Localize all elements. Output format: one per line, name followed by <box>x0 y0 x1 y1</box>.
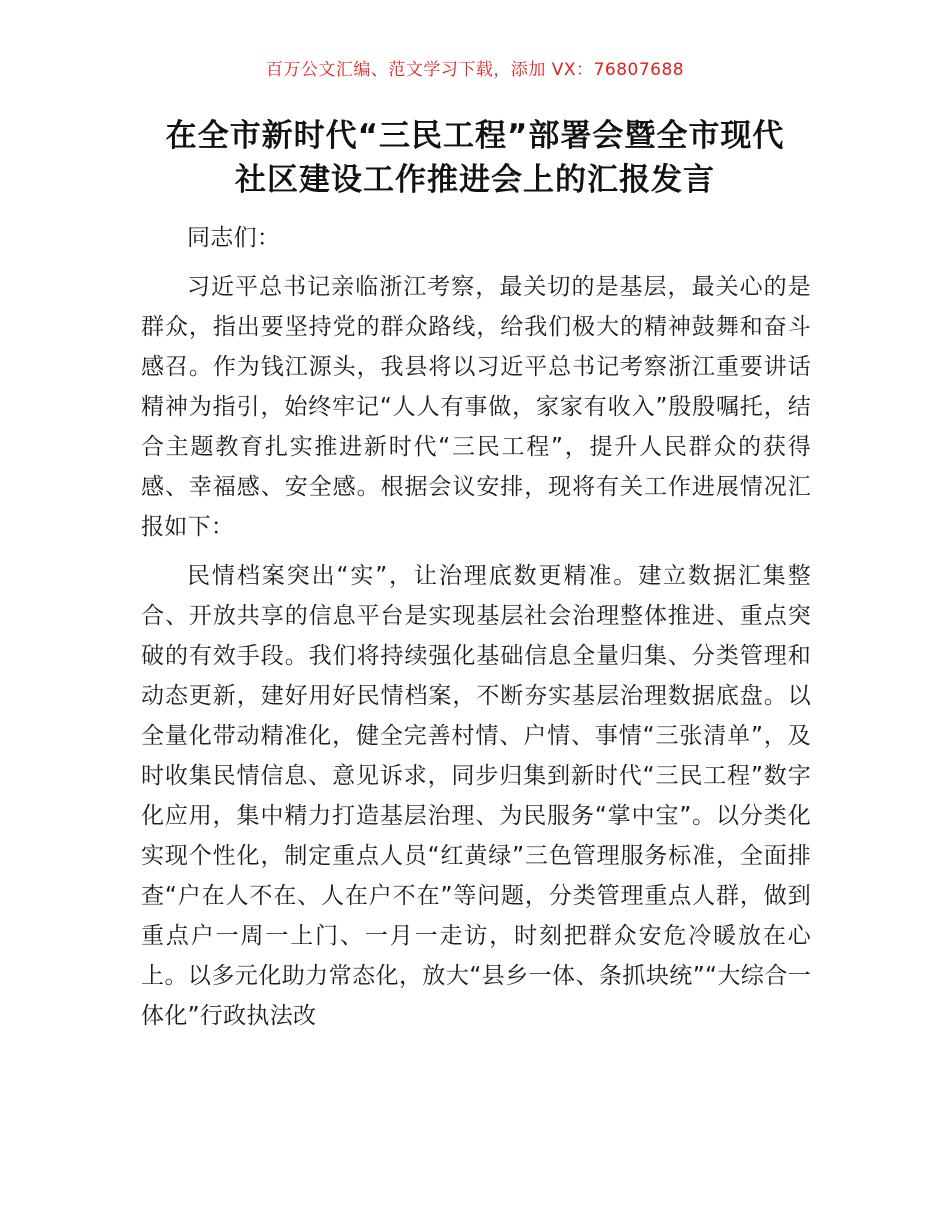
title-line-1: 在全市新时代“三民工程”部署会暨全市现代 <box>165 118 785 154</box>
title-line-2: 社区建设工作推进会上的汇报发言 <box>235 162 715 198</box>
salutation: 同志们： <box>187 225 281 251</box>
header-watermark-note: 百万公文汇编、范文学习下载，添加 VX：76807688 <box>265 60 685 80</box>
document-title <box>120 114 830 202</box>
paragraph-1: 习近平总书记亲临浙江考察，最关切的是基层，最关心的是群众，指出要坚持党的群众路线，给我们极大的精神鼓舞和奋斗感召。作为钱江源头，我县将以习近平总书记考察浙江重要讲话精神为指引，始终牢记“人人有事做，家家有收入”殷殷嘱托，结合主题教育扎实推进新时代“三民工程”，提升人民群众的获得感、幸福感、安全感。根据会议安排，现将有关工作进展情况汇报如下： <box>141 274 811 540</box>
paragraph-2: 民情档案突出“实”，让治理底数更精准。建立数据汇集整合、开放共享的信息平台是实现基层社会治理整体推进、重点突破的有效手段。我们将持续强化基础信息全量归集、分类管理和动态更新，建好用好民情档案，不断夯实基层治理数据底盘。以全量化带动精准化，健全完善村情、户情、事情“三张清单”，及时收集民情信息、意见诉求，同步归集到新时代“三民工程”数字化应用，集中精力打造基层治理、为民服务“掌中宝”。以分类化实现个性化，制定重点人员“红黄绿”三色管理服务标准，全面排查“户在人不在、人在户不在”等问题，分类管理重点人群，做到重点户一周一上门、一月一走访，时刻把群众安危冷暖放在心上。以多元化助力常态化，放大“县乡一体、条抓块统”“大综合一体化”行政执法改 <box>141 563 811 1029</box>
document-body <box>141 218 811 1036</box>
